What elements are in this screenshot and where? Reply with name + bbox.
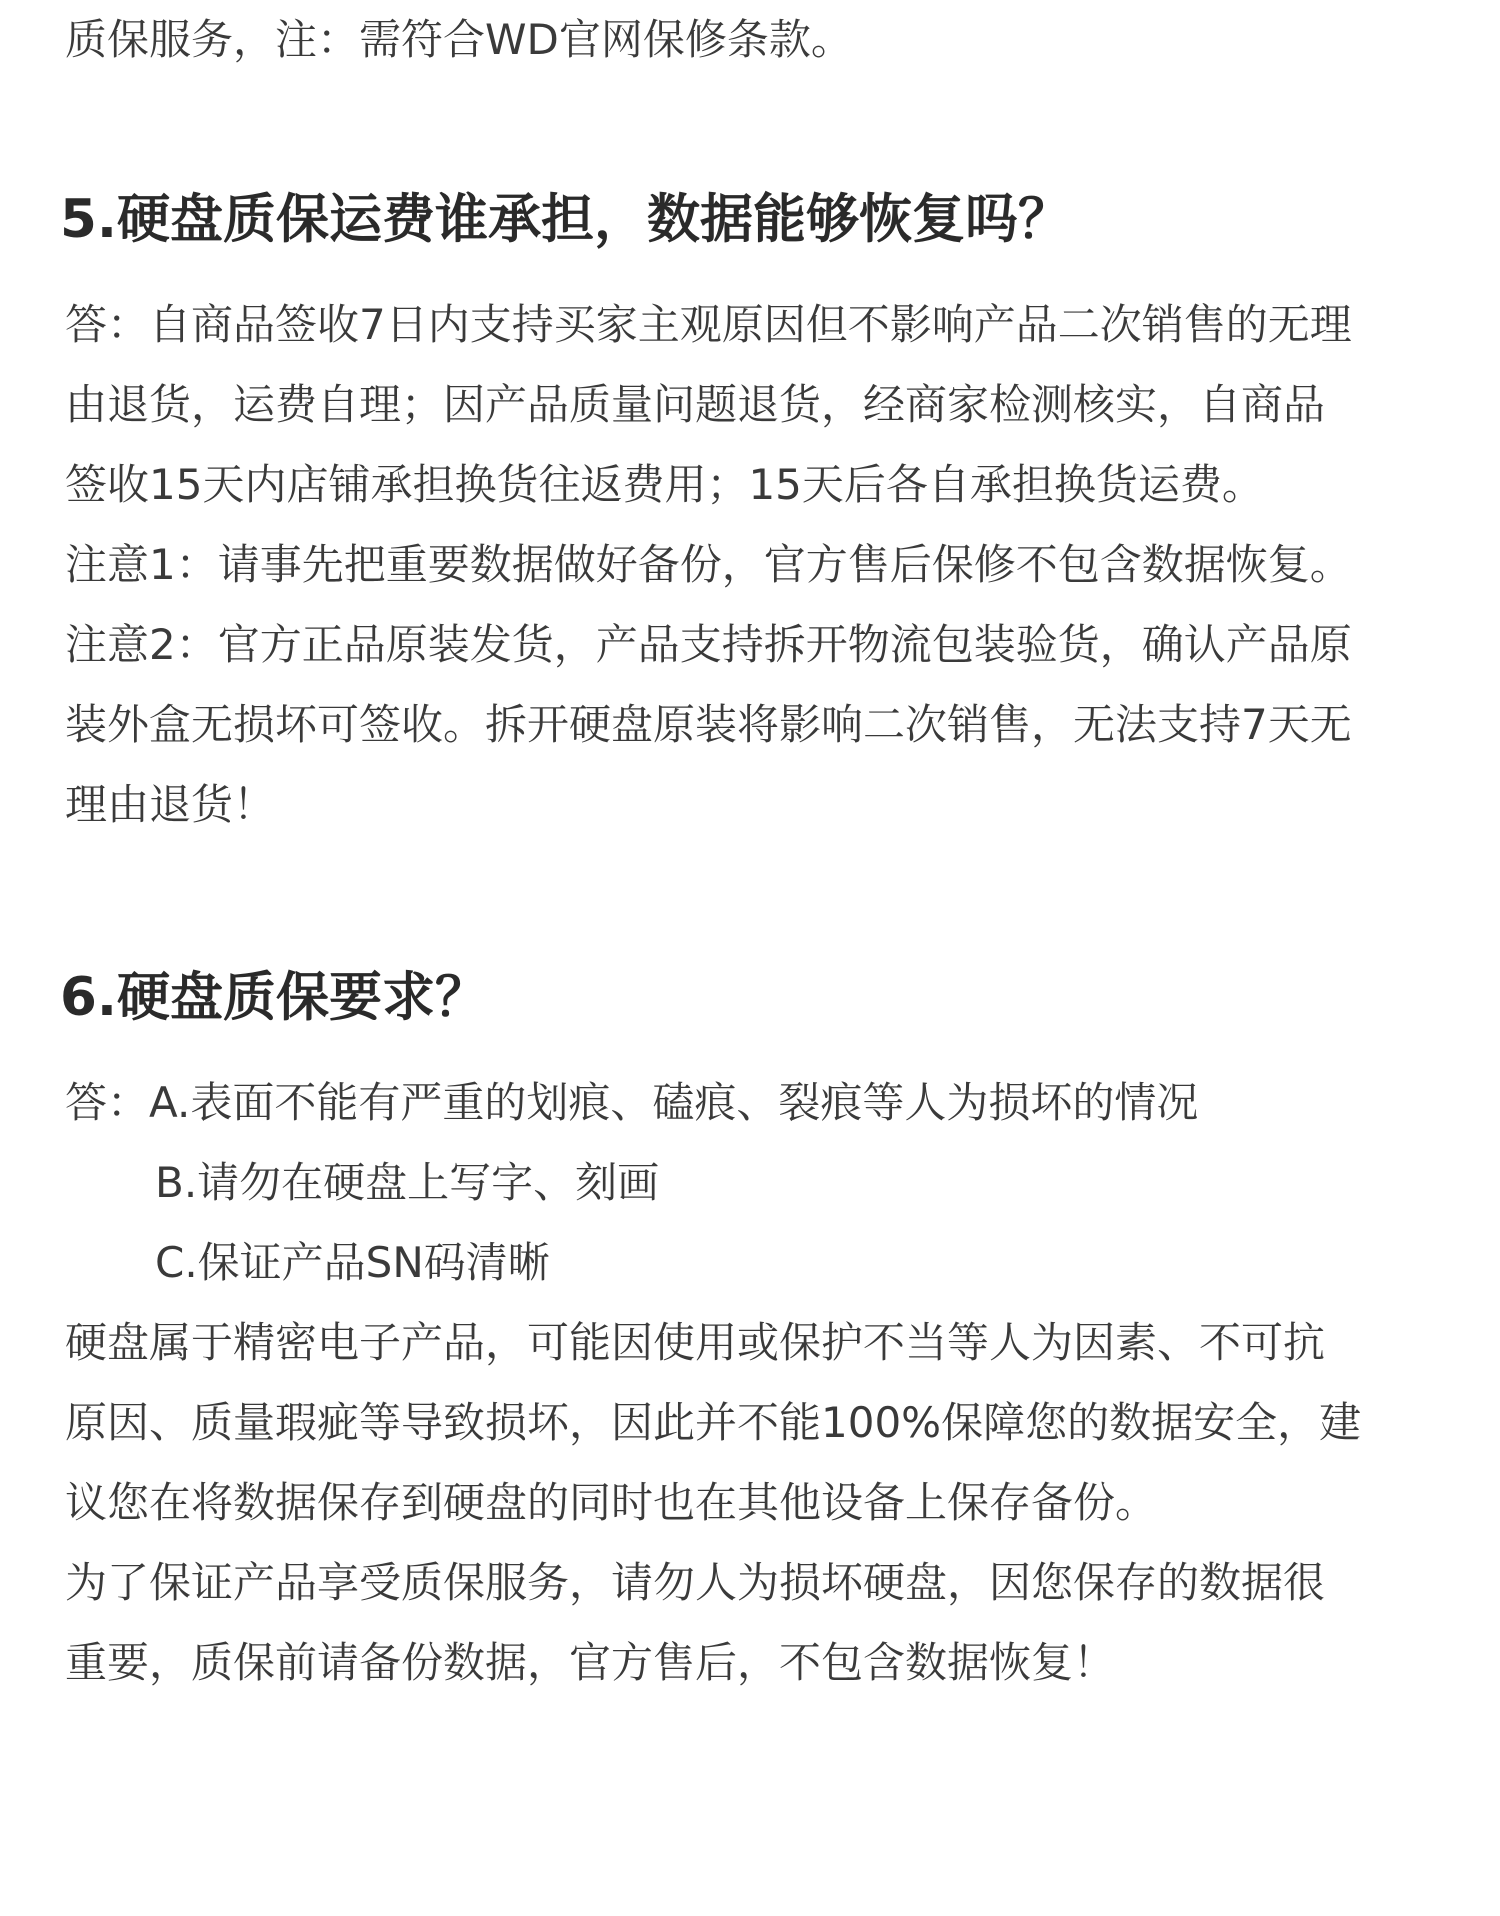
section6-para1-line: 议您在将数据保存到硬盘的同时也在其他设备上保存备份。 [65, 1478, 1158, 1527]
section6-requirement-c: C.保证产品SN码清晰 [155, 1238, 550, 1287]
section6-para1-line: 原因、质量瑕疵等导致损坏，因此并不能100%保障您的数据安全，建 [65, 1398, 1362, 1447]
section5-answer-line: 签收15天内店铺承担换货往返费用；15天后各自承担换货运费。 [65, 460, 1264, 509]
section5-note1: 注意1：请事先把重要数据做好备份，官方售后保修不包含数据恢复。 [65, 540, 1352, 589]
section6-requirement-b: B.请勿在硬盘上写字、刻画 [155, 1158, 660, 1207]
section5-answer-line: 答：自商品签收7日内支持买家主观原因但不影响产品二次销售的无理 [65, 300, 1352, 349]
section6-para2-line: 为了保证产品享受质保服务，请勿人为损坏硬盘，因您保存的数据很 [65, 1558, 1326, 1607]
section5-title: 5.硬盘质保运费谁承担，数据能够恢复吗？ [60, 189, 1072, 250]
section6-para1-line: 硬盘属于精密电子产品，可能因使用或保护不当等人为因素、不可抗 [65, 1318, 1326, 1367]
intro-line: 质保服务，注：需符合WD官网保修条款。 [65, 15, 853, 64]
section6-para2-line: 重要，质保前请备份数据，官方售后，不包含数据恢复！ [65, 1638, 1116, 1687]
section5-answer-line: 由退货，运费自理；因产品质量问题退货，经商家检测核实，自商品 [65, 380, 1326, 429]
section5-note2-line: 装外盒无损坏可签收。拆开硬盘原装将影响二次销售，无法支持7天无 [65, 700, 1352, 749]
section6-requirement-a: 答：A.表面不能有严重的划痕、磕痕、裂痕等人为损坏的情况 [65, 1078, 1199, 1127]
section5-note2-line: 理由退货！ [65, 780, 276, 829]
section5-note2-line: 注意2：官方正品原装发货，产品支持拆开物流包装验货，确认产品原 [65, 620, 1352, 669]
section6-title: 6.硬盘质保要求？ [60, 967, 489, 1028]
